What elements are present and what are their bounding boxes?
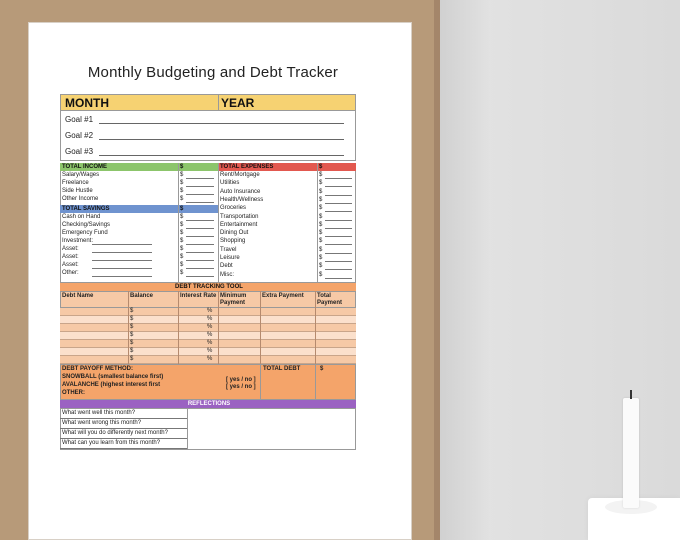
expense-amount-line (325, 253, 352, 254)
income-amount-currency: $ (180, 188, 184, 194)
income-item: Side Hustle (62, 188, 93, 194)
expense-amount-currency: $ (319, 205, 323, 212)
expense-item: Travel (220, 246, 237, 253)
debt-column-divider (315, 291, 316, 364)
expense-amount-currency: $ (319, 180, 323, 187)
reflection-question: What can you learn from this month? (62, 440, 161, 446)
expense-item: Dining Out (220, 230, 249, 237)
savings-amount-currency: $ (180, 246, 184, 252)
debt-column-divider (260, 291, 261, 364)
reflection-line (60, 448, 187, 449)
expense-amount-line (325, 261, 352, 262)
expense-item: Rent/Mortgage (220, 172, 260, 178)
debt-column-divider (218, 291, 219, 364)
goal-2-line (99, 139, 344, 140)
savings-item-line (92, 268, 152, 269)
candle (623, 398, 639, 508)
debt-column-header: Balance (130, 293, 154, 299)
savings-amount-line (186, 220, 214, 221)
savings-amount-line (186, 268, 214, 269)
expense-amount-currency: $ (319, 230, 323, 237)
savings-amount-currency: $ (180, 238, 184, 244)
expense-amount-currency: $ (319, 263, 323, 270)
savings-amount-currency: $ (180, 214, 184, 220)
savings-item: Asset: (62, 262, 79, 268)
savings-currency: $ (178, 205, 218, 213)
candle-wick (630, 390, 632, 399)
budget-divider (178, 163, 179, 283)
savings-amount-line (186, 244, 214, 245)
expense-amount-line (325, 186, 352, 187)
other-option: OTHER: (62, 390, 85, 396)
debt-column-header: Interest Rate (180, 293, 217, 299)
savings-amount-line (186, 276, 214, 277)
reflection-question: What went wrong this month? (62, 420, 142, 426)
budget-divider (218, 163, 219, 283)
savings-amount-currency: $ (180, 222, 184, 228)
income-amount-line (186, 194, 214, 195)
expense-amount-line (325, 220, 352, 221)
expense-item: Shopping (220, 238, 246, 245)
expense-item: Misc: (220, 271, 234, 278)
expense-item: Health/Wellness (220, 196, 264, 203)
expense-amount-line (325, 244, 352, 245)
savings-amount-line (186, 252, 214, 253)
total-debt-currency: $ (320, 366, 324, 372)
savings-amount-currency: $ (180, 254, 184, 260)
savings-amount-currency: $ (180, 270, 184, 276)
reflection-question: What will you do differently next month? (62, 430, 168, 436)
savings-item: Cash on Hand (62, 214, 101, 220)
expense-amount-line (325, 211, 352, 212)
debt-row-currency: $ (130, 308, 134, 314)
savings-amount-currency: $ (180, 230, 184, 236)
debt-row-currency: $ (130, 348, 134, 354)
debt-row-percent: % (207, 348, 213, 354)
total-debt-label: TOTAL DEBT (263, 366, 301, 372)
debt-row-currency: $ (130, 324, 134, 330)
expense-amount-line (325, 195, 352, 196)
savings-header: TOTAL SAVINGS (60, 205, 178, 213)
income-amount-currency: $ (180, 180, 184, 186)
debt-row-currency: $ (130, 332, 134, 338)
income-item: Freelance (62, 180, 89, 186)
budget-sheet (50, 64, 376, 534)
savings-amount-currency: $ (180, 262, 184, 268)
income-item: Other Income (62, 196, 99, 202)
expense-item: Debt (220, 263, 233, 270)
goal-3-line (99, 155, 344, 156)
month-year-divider (218, 95, 219, 110)
snowball-option: SNOWBALL (smallest balance first) (62, 374, 164, 380)
income-amount-currency: $ (180, 172, 184, 178)
expense-amount-currency: $ (319, 246, 323, 253)
savings-item-line (92, 260, 152, 261)
income-header: TOTAL INCOME (60, 163, 178, 171)
expense-amount-line (325, 203, 352, 204)
income-currency: $ (178, 163, 218, 171)
expense-item: Groceries (220, 205, 247, 212)
total-divider (315, 364, 316, 400)
savings-item-line (92, 252, 152, 253)
income-amount-currency: $ (180, 196, 184, 202)
goal-2-label: Goal #2 (65, 131, 94, 140)
goals-box (60, 111, 356, 161)
expense-item: Entertainment (220, 221, 258, 228)
savings-item: Investment: (62, 238, 94, 244)
expense-amount-line (325, 278, 352, 279)
debt-row-percent: % (207, 308, 213, 314)
expense-item: Utilities (220, 180, 240, 187)
debt-row-percent: % (207, 324, 213, 330)
reflection-question: What went well this month? (62, 410, 136, 416)
savings-amount-line (186, 260, 214, 261)
reflections-header: REFLECTIONS (60, 400, 356, 408)
avalanche-option: AVALANCHE (highest interest first (62, 382, 161, 388)
debt-column-divider (128, 291, 129, 364)
snowball-yes-no: [ yes / no ] (226, 377, 256, 383)
expense-amount-currency: $ (319, 172, 323, 178)
debt-column-header: Minimum Payment (220, 293, 247, 306)
budget-divider (317, 163, 318, 283)
debt-tool-header: DEBT TRACKING TOOL (60, 283, 356, 291)
sheet-title: Monthly Budgeting and Debt Tracker (87, 64, 339, 81)
expense-amount-line (325, 178, 352, 179)
debt-column-header: Total Payment (317, 293, 343, 306)
expense-item: Auto Insurance (220, 188, 261, 195)
debt-row-percent: % (207, 316, 213, 322)
savings-item: Emergency Fund (62, 230, 108, 236)
expense-amount-currency: $ (319, 255, 323, 261)
savings-amount-line (186, 236, 214, 237)
expense-amount-line (325, 236, 352, 237)
debt-row-currency: $ (130, 340, 134, 346)
expense-amount-currency: $ (319, 221, 323, 228)
income-amount-line (186, 202, 214, 203)
year-label: YEAR (221, 96, 255, 110)
expense-item: Leisure (220, 255, 240, 261)
debt-column-divider (178, 291, 179, 364)
goal-1-label: Goal #1 (65, 115, 94, 124)
savings-item-line (92, 244, 152, 245)
debt-row-percent: % (207, 356, 213, 362)
savings-amount-line (186, 228, 214, 229)
avalanche-yes-no: [ yes / no ] (226, 384, 256, 390)
goal-3-label: Goal #3 (65, 147, 94, 156)
payoff-divider (260, 364, 261, 400)
debt-row-percent: % (207, 340, 213, 346)
debt-row-currency: $ (130, 356, 134, 362)
income-amount-line (186, 186, 214, 187)
income-item: Salary/Wages (62, 172, 100, 178)
savings-item: Other: (62, 270, 79, 276)
debt-row-currency: $ (130, 316, 134, 322)
expense-amount-line (325, 269, 352, 270)
expense-amount-currency: $ (319, 196, 323, 203)
debt-row-percent: % (207, 332, 213, 338)
debt-column-header: Debt Name (62, 293, 94, 299)
savings-item: Asset: (62, 246, 79, 252)
expense-amount-currency: $ (319, 238, 323, 245)
goal-1-line (99, 123, 344, 124)
savings-item: Asset: (62, 254, 79, 260)
payoff-method-label: DEBT PAYOFF METHOD: (62, 366, 134, 372)
debt-column-header: Extra Payment (262, 293, 304, 299)
expense-amount-line (325, 228, 352, 229)
expenses-currency: $ (317, 163, 356, 171)
reflections-divider (187, 408, 188, 450)
expense-amount-currency: $ (319, 188, 323, 195)
expense-amount-currency: $ (319, 271, 323, 278)
month-label: MONTH (65, 96, 109, 110)
savings-item: Checking/Savings (62, 222, 111, 228)
expenses-header: TOTAL EXPENSES (218, 163, 317, 171)
expense-amount-currency: $ (319, 213, 323, 220)
savings-item-line (92, 276, 152, 277)
expense-item: Transportation (220, 213, 259, 220)
income-amount-line (186, 178, 214, 179)
month-year-bar (60, 94, 356, 111)
